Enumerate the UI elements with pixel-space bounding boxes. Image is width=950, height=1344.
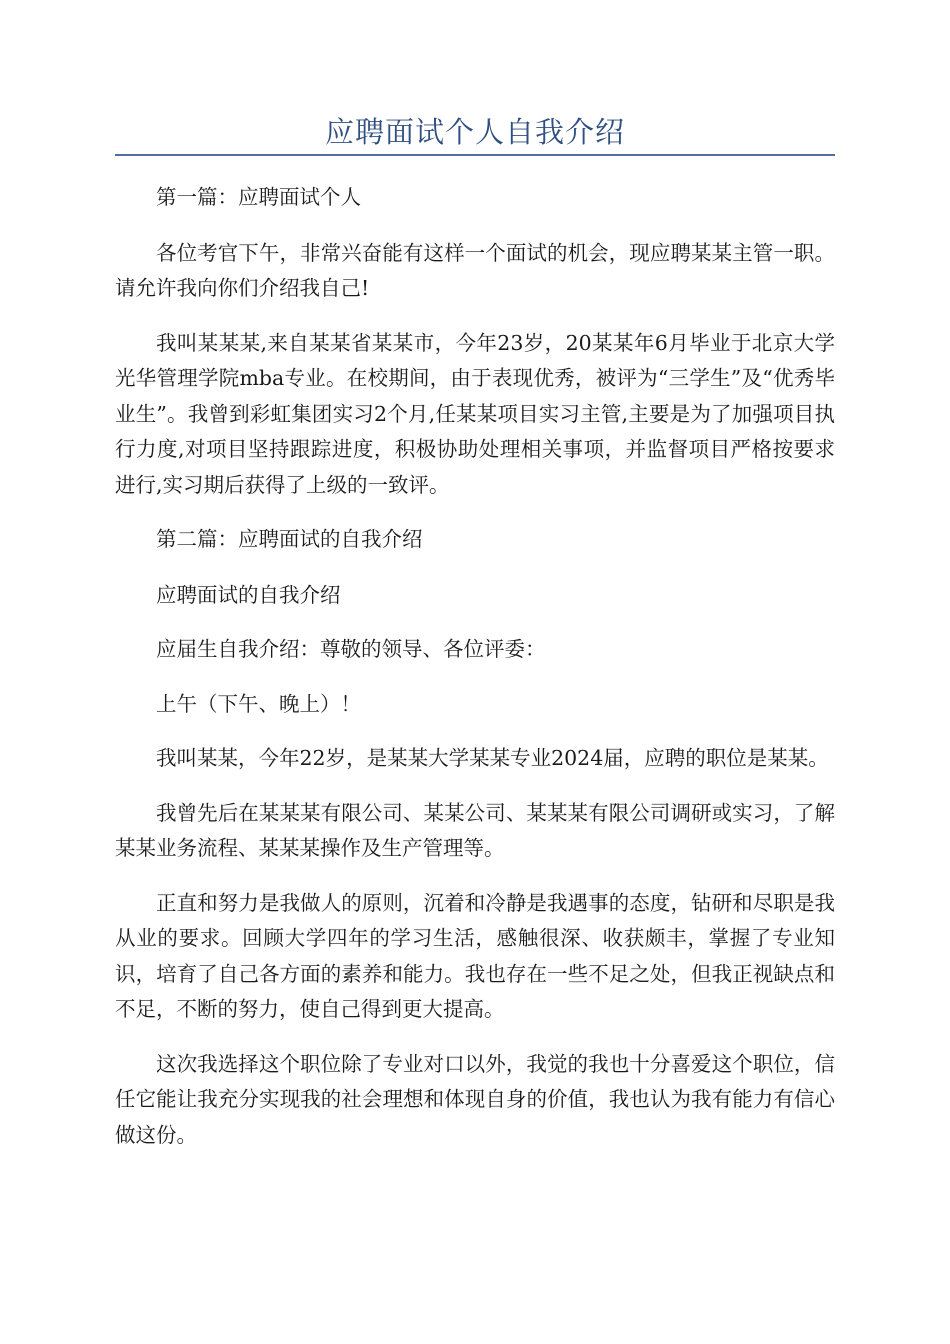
paragraph: 正直和努力是我做人的原则，沉着和冷静是我遇事的态度，钻研和尽职是我从业的要求。回顾大学四年的学习生活，感触很深、收获颇丰，掌握了专业知识，培育了自己各方面的素养和能力。我也存在一些不足之处，但我正视缺点和不足，不断的努力，使自己得到更大提高。: [115, 890, 835, 1021]
document-body: [115, 180, 835, 1172]
paragraph: 各位考官下午，非常兴奋能有这样一个面试的机会，现应聘某某主管一职。请允许我向你们介绍我自己!: [115, 240, 835, 300]
document-title: 应聘面试个人自我介绍: [324, 115, 625, 149]
title-underline: [115, 154, 835, 156]
section-heading-1: 第一篇：应聘面试个人: [156, 185, 361, 209]
paragraph: 上午（下午、晚上）！: [156, 691, 361, 716]
paragraph: 我叫某某某,来自某某省某某市，今年23岁，20某某年6月毕业于北京大学光华管理学院mba专业。在校期间，由于表现优秀，被评为“三学生”及“优秀毕业生”。我曾到彩虹集团实习2个月,任某某项目实习主管,主要是为了加强项目执行力度,对项目坚持跟踪进度，积极协助处理相关事项，并监督项目严格按要求进行,实习期后获得了上级的一致评。: [115, 330, 835, 497]
paragraph: 应聘面试的自我介绍: [156, 582, 341, 607]
paragraph: 我叫某某，今年22岁，是某某大学某某专业2024届，应聘的职位是某某。: [156, 746, 829, 770]
paragraph: 这次我选择这个职位除了专业对口以外，我觉的我也十分喜爱这个职位，信任它能让我充分实现我的社会理想和体现自身的价值，我也认为我有能力有信心做这份。: [115, 1051, 835, 1147]
section-heading-2: 第二篇：应聘面试的自我介绍: [156, 527, 423, 551]
paragraph: 我曾先后在某某某有限公司、某某公司、某某某有限公司调研或实习，了解某某业务流程、某某某操作及生产管理等。: [115, 800, 835, 860]
paragraph: 应届生自我介绍：尊敬的领导、各位评委：: [156, 637, 546, 661]
